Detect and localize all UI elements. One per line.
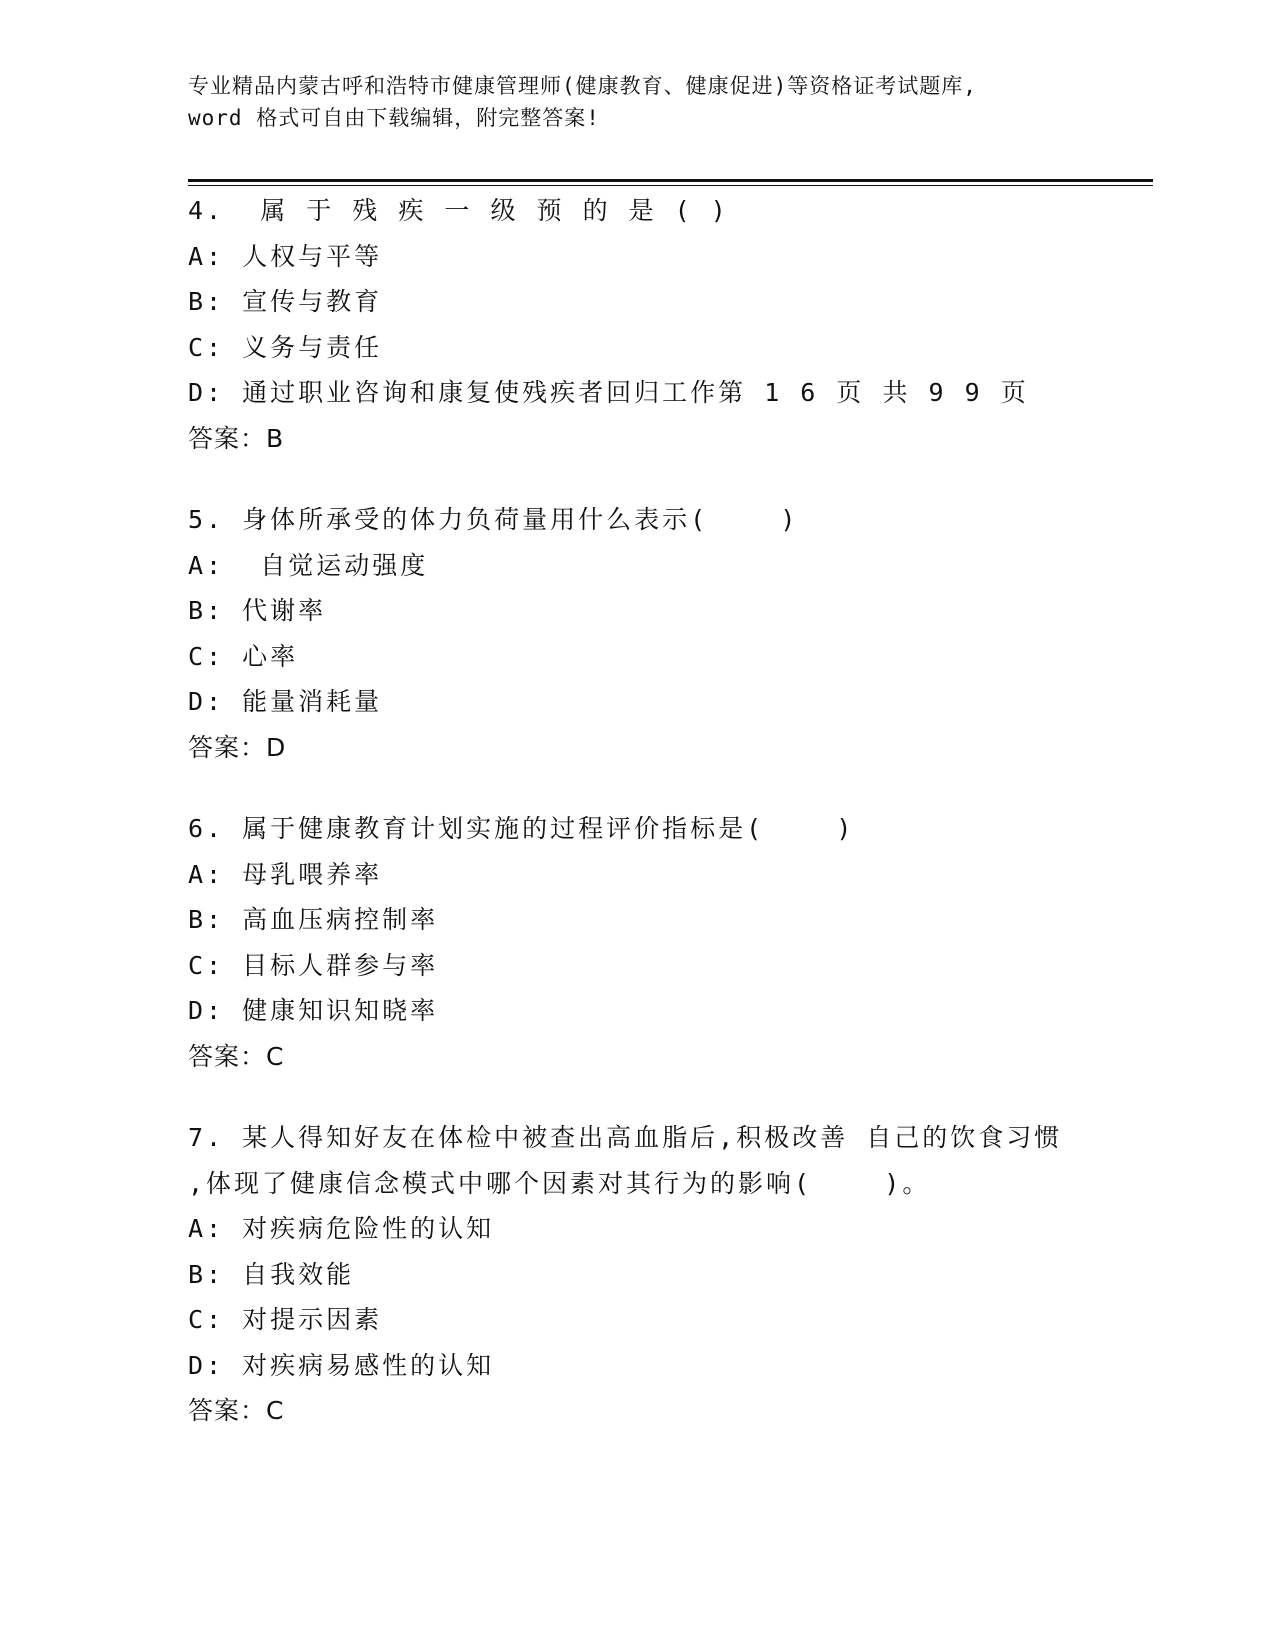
option-d: D: 通过职业咨询和康复使残疾者回归工作第 1 6 页 共 9 9 页 (188, 378, 1029, 407)
option-c: C: 心率 (188, 641, 299, 671)
question-list (188, 188, 1148, 1470)
option-d: D: 健康知识知晓率 (188, 996, 439, 1025)
answer-label: 答案：C (188, 1041, 285, 1071)
option-a: A: 对疾病危险性的认知 (188, 1214, 495, 1243)
option-d: D: 能量消耗量 (188, 687, 383, 716)
option-c: C: 义务与责任 (188, 332, 383, 362)
document-header (188, 70, 1088, 134)
option-d: D: 对疾病易感性的认知 (188, 1350, 495, 1380)
answer-label: 答案：C (188, 1396, 285, 1425)
question-item (188, 806, 1148, 1079)
option-a: A: 自觉运动强度 (188, 550, 429, 580)
header-title-line-2: word 格式可自由下载编辑，附完整答案! (188, 106, 600, 130)
question-item (188, 1115, 1148, 1434)
option-b: B: 宣传与教育 (188, 287, 383, 316)
option-c: C: 对提示因素 (188, 1305, 383, 1334)
question-stem: 5. 身体所承受的体力负荷量用什么表示( ) (188, 505, 799, 534)
question-item (188, 188, 1148, 461)
answer-label: 答案：D (188, 732, 287, 762)
question-item (188, 497, 1148, 770)
option-b: B: 代谢率 (188, 596, 327, 625)
option-b: B: 自我效能 (188, 1259, 355, 1289)
header-divider-thin (188, 185, 1153, 186)
option-a: A: 人权与平等 (188, 241, 383, 271)
question-stem: 7. 某人得知好友在体检中被查出高血脂后,积极改善 自己的饮食习惯 (188, 1123, 1063, 1152)
answer-label: 答案：B (188, 423, 285, 453)
option-c: C: 目标人群参与率 (188, 950, 439, 980)
question-stem: 4. 属 于 残 疾 一 级 预 的 是 ( ) (188, 196, 729, 225)
header-title-line-1: 专业精品内蒙古呼和浩特市健康管理师(健康教育、健康促进)等资格证考试题库, (188, 74, 977, 98)
option-a: A: 母乳喂养率 (188, 859, 383, 889)
header-divider-thick (188, 179, 1153, 182)
question-stem-continued: ,体现了健康信念模式中哪个因素对其行为的影响( )。 (188, 1168, 931, 1198)
option-b: B: 高血压病控制率 (188, 905, 439, 934)
question-stem: 6. 属于健康教育计划实施的过程评价指标是( ) (188, 814, 855, 843)
